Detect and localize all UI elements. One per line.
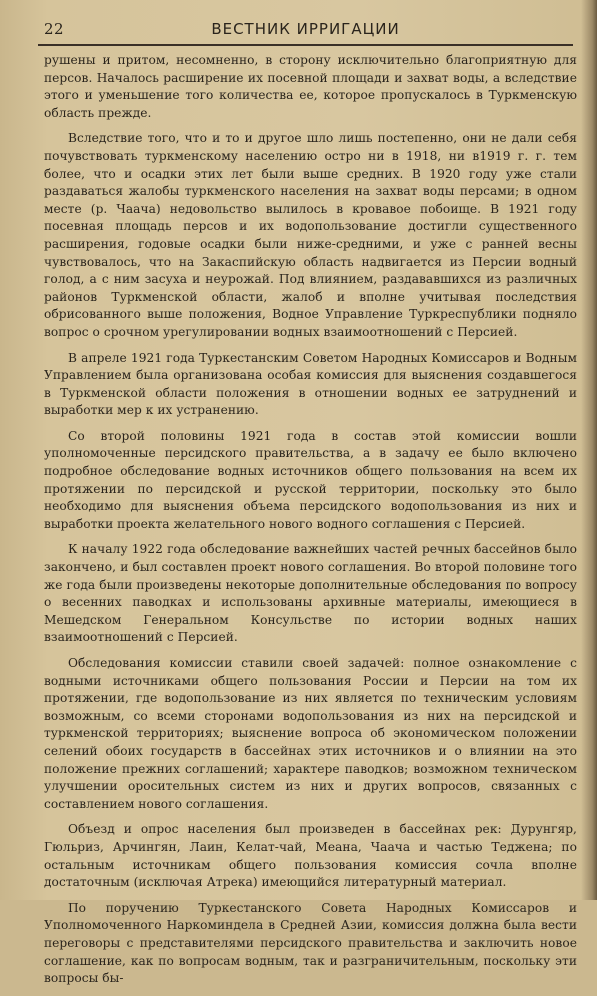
- paragraph: рушены и притом, несомненно, в сторону исключительно благоприятную для персов. Началось расширение их посевной площади и захват воды, а вследствие этого и уменьшение того количества ее, которое пропускалось в Туркменскую область прежде.: [44, 53, 577, 120]
- paragraph: К началу 1922 года обследование важнейших частей речных бассейнов было закончено, и был составлен проект нового соглашения. Во второй половине того же года были произведены некоторые дополнительные обследования по вопросу о весенних паводках и использованы архивные материалы, имеющиеся в Мешедском Генеральном Консульстве по истории водных наших взаимоотношений с Персией.: [44, 542, 577, 645]
- book-spine-shadow: [581, 0, 597, 900]
- paragraph: В апреле 1921 года Туркестанским Советом Народных Комиссаров и Водным Управлением была организована особая комиссия для выяснения создавшегося в Туркменской области положения в отношении водных ее затруднений и выработки мер к их устранению.: [44, 350, 577, 418]
- page-number: 22: [44, 20, 65, 38]
- paragraph: Обследования комиссии ставили своей задачей: полное ознакомление с водными источниками общего пользования России и Персии на том их протяжении, где водопользование из них является по техническим условиям возможным, со всеми сторонами водопользования из них на персидской и туркменской территориях; выяснение вопроса об экономическом положении селений обоих государств в бассейнах этих источников и о влиянии на это положение прежних соглашений; характере паводков; возможном техническом улучшении оросительных систем из них и других вопросов, связанных с составлением нового соглашения.: [44, 656, 577, 811]
- page-header: [38, 18, 573, 46]
- paragraph: Объезд и опрос населения был произведен в бассейнах рек: Дурунгяр, Гюльриз, Арчингян, Лаин, Келат-чай, Меана, Чаача и частью Теджена; по остальным источникам общего пользования комиссия сочла вполне достаточным (исключая Атрека) имеющийся литературный материал.: [44, 822, 577, 890]
- article-body: [44, 52, 577, 996]
- journal-title: ВЕСТНИК ИРРИГАЦИИ: [211, 20, 400, 38]
- paragraph: Вследствие того, что и то и другое шло лишь постепенно, они не дали себя почувствовать туркменскому населению остро ни в 1918, ни в1919 г. г. тем более, что и осадки этих лет были выше средних. В 1920 году уже стали раздаваться жалобы туркменского населения на захват воды персами; в одном месте (р. Чаача) недовольство вылилось в кровавое побоище. В 1921 году посевная площадь персов и их водопользование достигли существенного расширения, годовые осадки были ниже-средними, и уже с ранней весны чувствовалось, что на Закаспийскую область надвигается из Персии водный голод, а с ним засуха и неурожай. Под влиянием, раздававшихся из различных районов Туркменской области, жалоб и вполне учитывая последствия обрисованного выше положения, Водное Управление Туркреспублики подняло вопрос о срочном урегулировании водных взаимоотношений с Персией.: [44, 131, 577, 339]
- paragraph: Со второй половины 1921 года в состав этой комиссии вошли уполномоченные персидского правительства, а в задачу ее было включено подробное обследование водных источников общего пользования на всем их протяжении по персидской и русской территории, поскольку это было необходимо для выяснения объема персидского водопользования из них и выработки проекта желательного нового водного соглашения с Персией.: [44, 428, 577, 531]
- paragraph: По поручению Туркестанского Совета Народных Комиссаров и Уполномоченного Наркоминдела в Средней Азии, комиссия должна была вести переговоры с представителями персидского правительства и заключить новое соглашение, как по вопросам водным, так и разграничительным, поскольку эти вопросы бы-: [44, 900, 577, 986]
